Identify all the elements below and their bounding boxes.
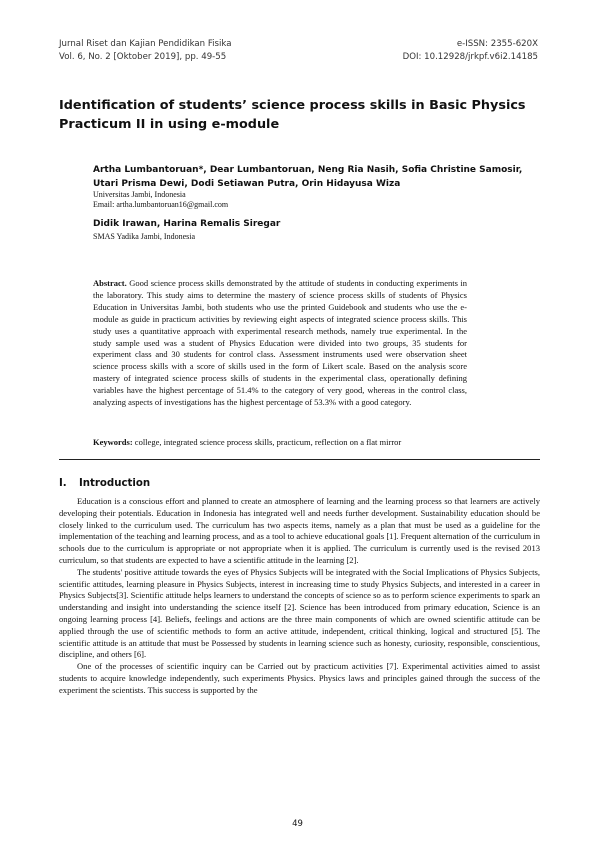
keywords-text: college, integrated science process skills, practicum, reflection on a flat mirror [134,437,402,447]
section-number: I. [59,478,67,489]
running-header-left [59,38,232,63]
abstract-label: Abstract. [93,278,127,288]
keywords [93,437,401,447]
volume-info: Vol. 6, No. 2 [Oktober 2019], pp. 49-55 [59,51,227,62]
abstract-text: Good science process skills demonstrated by the attitude of students in conducting experiments in the laboratory. This study aims to determine the mastery of science process skills of students of Physics Education in Universitas Jambi, both students who use the printed Guidebook and students who use the e-module as guide in practicum activities by reviewing eight aspects of integrated science process skills. This study uses a quantitative approach with experimental research methods, namely true experimental. In the study sample used was a student of Physics Education were divided into two groups, 35 students for experiment class and 30 students for control class. Assessment instruments used were observation sheet science process skills with a score of skills used in the form of Likert scale. Based on the analysis score mastery of integrated science process skills of students in the experimental class, operationally defining variables have the highest percentage of 51.4% to the category of very good, whereas in the control class, analyzing aspects of investigations has the highest percentage of 53.3% with a good category. [93,278,468,408]
running-header-right [403,38,538,63]
paragraph: One of the processes of scientific inquiry can be Carried out by practicum activities [7]. Experimental activities aimed to assist students to acquire knowledge independently, such experiments Physics. Physics laws and principles gained through the success of the experiment the scientists. This success is supported by the [59,661,540,695]
paragraph: Education is a conscious effort and planned to create an atmosphere of learning and the learning process so that learners are actively developing their potentials. Education in Indonesia has integrated well and needs further development. Sustainability education should be closely linked to the curriculum used. The curriculum has two aspects items, namely as a plan that must be used as a guideline for the implementation of the teaching and learning process, and as a tool to achieve educational goals [1]. Frequent alternation of the curriculum in schools due to the curriculum is appropriate or not appropriate when it is applied. The curriculum is currently used is the revised 2013 curriculum, so that students are expected to have a scientific attitude in the learning [2]. [59,496,540,565]
keywords-label: Keywords: [93,437,133,447]
author-list: Artha Lumbantoruan*, Dear Lumbantoruan, Neng Ria Nasih, Sofia Christine Samosir, Utari Prisma Dewi, Dodi Setiawan Putra, Orin Hidayusa Wiza [93,165,523,189]
section-title: Introduction [79,478,151,489]
page-number: 49 [292,819,303,829]
issn: e-ISSN: 2355-620X [456,39,538,49]
body-text [59,496,540,697]
affiliation-2: SMAS Yadika Jambi, Indonesia [93,232,196,241]
journal-name: Jurnal Riset dan Kajian Pendidikan Fisika [59,39,232,49]
affiliation-1: Universitas Jambi, Indonesia [93,190,186,199]
author-email: Email: artha.lumbantoruan16@gmail.com [93,200,229,209]
section-divider [59,459,540,460]
paragraph: The students' positive attitude towards the eyes of Physics Subjects will be integrated with the Social Implications of Physics Subjects, scientific attitudes, learning pleasure in Physics Subjects, interest in increasing time to study Physics Subjects, and interested in a career in Physics Subjects[3]. Scientific attitude helps learners to understand the concepts of science so as to perform science experiments to spark an understanding and insight into understanding the science itself [2]. Science has been introduced from primary education, Science is an ongoing learning process [4]. Beliefs, feelings and actions are the three main components of which are owned scientific attitude can be applied through the use of scientific methods to form an active attitude, independent, critical thinking, logical and structured [5]. The scientific attitude is an attitude that must be Possessed by students in learning science such as honesty, curiosity, responsible, conscientious, discipline, and others [6]. [59,566,540,660]
paper-title: Identification of students’ science process skills in Basic Physics Practicum II in using e-module [59,98,526,132]
author-list-2: Didik Irawan, Harina Remalis Siregar [93,219,281,229]
abstract [93,278,467,409]
doi: DOI: 10.12928/jrkpf.v6i2.14185 [402,51,538,62]
section-heading [59,478,150,489]
